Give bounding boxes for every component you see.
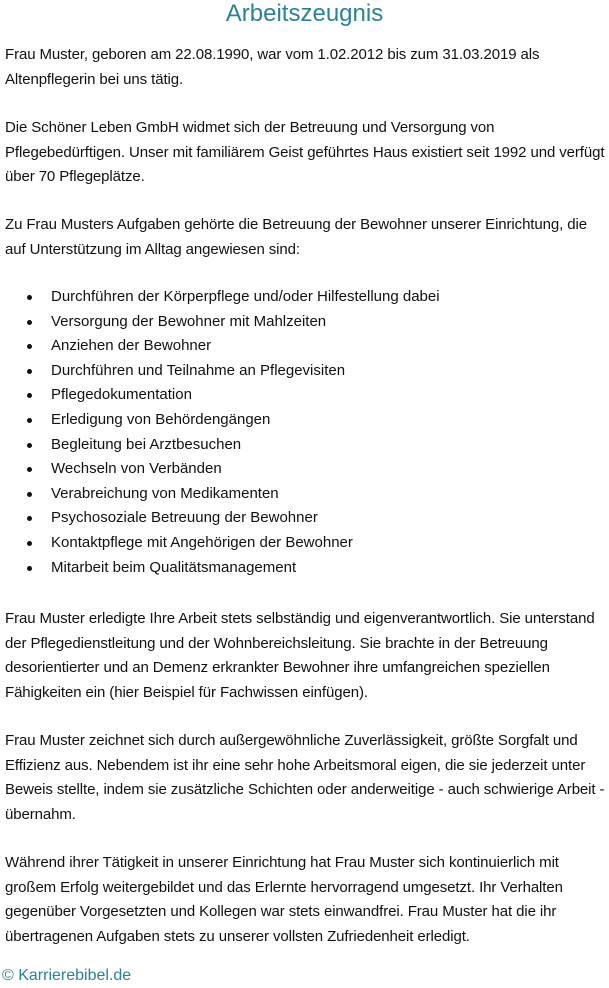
task-label: Psychosoziale Betreuung der Bewohner [51, 509, 318, 527]
list-item [0, 383, 609, 408]
bullet-icon [27, 443, 32, 448]
list-item [0, 506, 609, 531]
task-label: Pflegedokumentation [51, 386, 192, 404]
list-item [0, 556, 609, 581]
bullet-icon [27, 344, 32, 349]
bullet-icon [27, 369, 32, 374]
task-label: Durchführen und Teilnahme an Pflegevisiten [51, 361, 346, 379]
list-item [0, 285, 609, 310]
list-item [0, 359, 609, 384]
copyright-footer: © Karrierebibel.de [2, 967, 132, 984]
bullet-icon [27, 418, 32, 423]
task-label: Anziehen der Bewohner [51, 337, 212, 355]
bullet-icon [27, 516, 32, 521]
task-label: Verabreichung von Medikamenten [51, 484, 279, 502]
bullet-icon [27, 295, 32, 300]
bullet-icon [27, 566, 32, 571]
paragraph-work-style: Frau Muster erledigte Ihre Arbeit stets selbständig und eigenverantwortlich. Sie unterstand der Pflegedienstleitung und der Wohnbereichsleitung. Sie brachte in der Betreuung desorientierter und an Demenz erkrankter Bewohner ihre umfangreichen speziellen Fähigkeiten ein (hier Beispiel für Fachwissen einfügen). [5, 610, 595, 701]
list-item [0, 310, 609, 335]
paragraph-conclusion: Während ihrer Tätigkeit in unserer Einrichtung hat Frau Muster sich kontinuierlich mit großem Erfolg weitergebildet und das Erlernte hervorragend umgesetzt. Ihr Verhalten gegenüber Vorgesetzten und Kollegen war stets einwandfrei. Frau Muster hat die ihr übertragenen Aufgaben stets zu unserer vollsten Zufriedenheit erledigt. [5, 854, 563, 945]
task-list [0, 285, 609, 580]
paragraph-tasks-intro: Zu Frau Musters Aufgaben gehörte die Betreuung der Bewohner unserer Einrichtung, die auf Unterstützung im Alltag angewiesen sind: [5, 216, 587, 258]
task-label: Begleitung bei Arztbesuchen [51, 435, 242, 453]
list-item [0, 482, 609, 507]
list-item [0, 457, 609, 482]
task-label: Durchführen der Körperpflege und/oder Hilfestellung dabei [51, 288, 440, 305]
paragraph-intro: Frau Muster, geboren am 22.08.1990, war vom 1.02.2012 bis zum 31.03.2019 als Altenpflegerin bei uns tätig. [5, 46, 540, 88]
paragraph-reliability: Frau Muster zeichnet sich durch außergewöhnliche Zuverlässigkeit, größte Sorgfalt und Effizienz aus. Nebendem ist ihr eine sehr hohe Arbeitsmoral eigen, die sie jederzeit unter Beweis stellte, indem sie zusätzliche Schichten oder anderweitige - auch schwierige Arbeit - übernahm. [5, 732, 605, 823]
list-item [0, 334, 609, 359]
task-label: Wechseln von Verbänden [51, 460, 222, 478]
bullet-icon [27, 320, 32, 325]
document-title: Arbeitszeugnis [225, 0, 384, 27]
bullet-icon [27, 492, 32, 497]
paragraph-company: Die Schöner Leben GmbH widmet sich der Betreuung und Versorgung von Pflegebedürftigen. Unser mit familiärem Geist geführtes Haus existiert seit 1992 und verfügt über 70 Pflegeplätze. [5, 119, 605, 185]
task-label: Versorgung der Bewohner mit Mahlzeiten [51, 312, 327, 330]
bullet-icon [27, 467, 32, 472]
task-label: Erledigung von Behördengängen [51, 410, 271, 428]
list-item [0, 408, 609, 433]
bullet-icon [27, 393, 32, 398]
task-label: Mitarbeit beim Qualitätsmanagement [51, 558, 297, 576]
list-item [0, 433, 609, 458]
bullet-icon [27, 541, 32, 546]
list-item [0, 531, 609, 556]
task-label: Kontaktpflege mit Angehörigen der Bewohner [51, 533, 353, 551]
